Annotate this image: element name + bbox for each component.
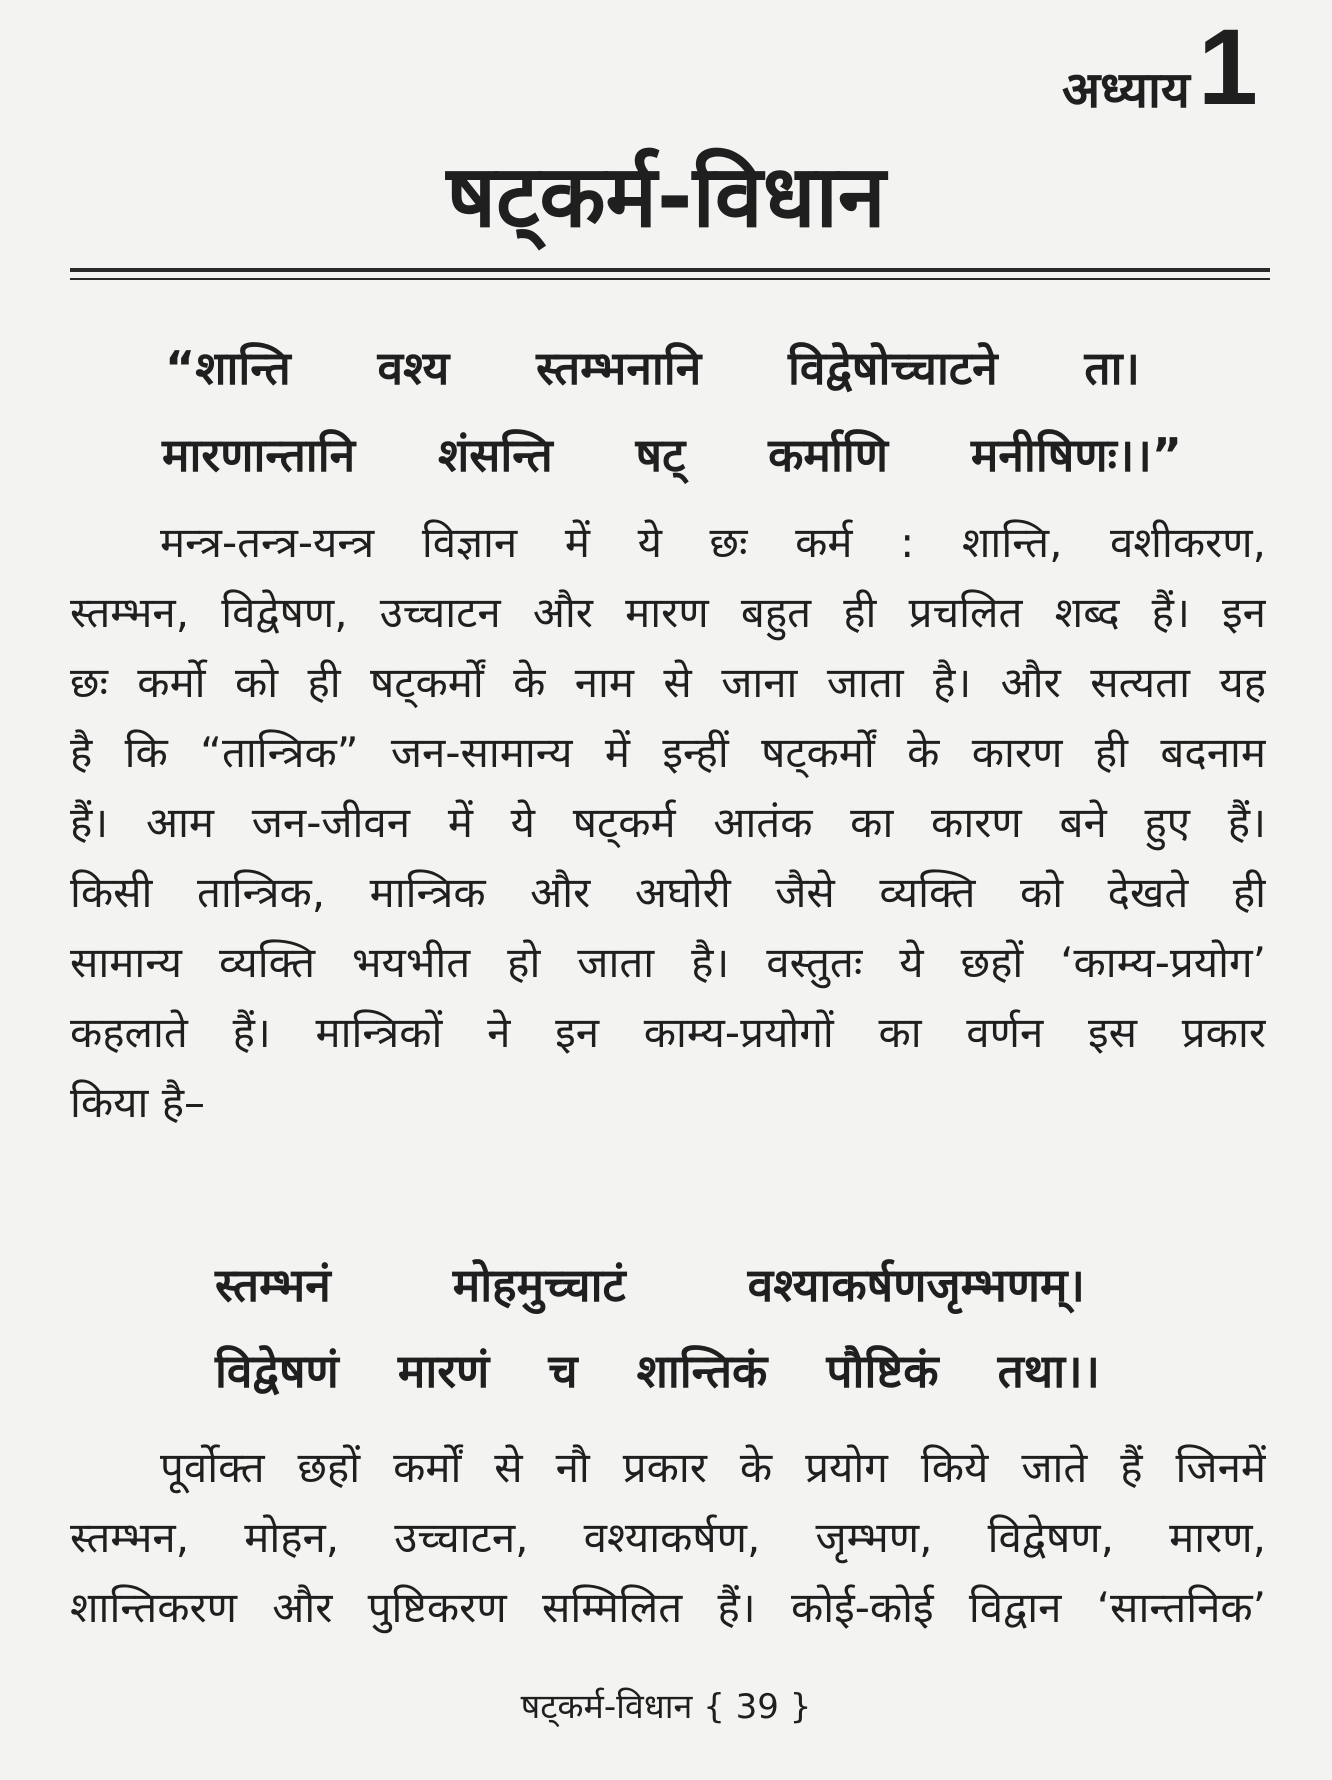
page-footer: षट्कर्म-विधान { 39 } <box>520 1687 812 1727</box>
paragraph-line: मन्त्र-तन्त्र-यन्त्र विज्ञान में ये छः कर्म : शान्ति, वशीकरण, <box>160 518 1266 567</box>
paragraph-line: शान्तिकरण और पुष्टिकरण सम्मिलित हैं। कोई-कोई विद्वान ‘सान्तनिक’ <box>70 1583 1266 1632</box>
verse-word: मनीषिणः।।” <box>970 428 1182 482</box>
chapter-number: 1 <box>1197 6 1258 127</box>
paragraph-line: स्तम्भन, विद्वेषण, उच्चाटन और मारण बहुत ही प्रचलित शब्द हैं। इन <box>70 588 1266 637</box>
verse-word: वश्य <box>377 341 450 395</box>
verse-word: मोहमुच्चाटं <box>452 1258 626 1312</box>
verse-word: कर्माणि <box>768 428 889 482</box>
verse-line <box>215 1258 1085 1312</box>
chapter-label: अध्याय <box>1061 61 1190 120</box>
verse-word: तथा।। <box>997 1344 1100 1398</box>
verse-word: मारणान्तानि <box>162 428 356 482</box>
title-rule-thin <box>70 278 1270 280</box>
paragraph-line: पूर्वोक्त छहों कर्मों से नौ प्रकार के प्रयोग किये जाते हैं जिनमें <box>160 1443 1266 1492</box>
paragraph-line: है कि “तान्त्रिक” जन-सामान्य में इन्हीं षट्कर्मों के कारण ही बदनाम <box>70 728 1266 777</box>
chapter-heading <box>1061 6 1258 127</box>
verse-word: स्तम्भनं <box>215 1258 331 1312</box>
verse-word: वश्याकर्षणजृम्भणम्। <box>747 1258 1085 1312</box>
paragraph-line: किया है– <box>70 1078 206 1127</box>
verse-word: स्तम्भनानि <box>536 341 702 395</box>
verse-line <box>162 428 1182 482</box>
verse-word: ता। <box>1084 341 1140 395</box>
verse-word: विद्वेषणं <box>215 1344 339 1398</box>
verse-word: षट् <box>635 428 686 482</box>
page-title: षट्कर्म-विधान <box>446 147 886 247</box>
verse-line <box>165 341 1140 395</box>
paragraph-line: किसी तान्त्रिक, मान्त्रिक और अघोरी जैसे व्यक्ति को देखते ही <box>70 868 1266 917</box>
verse-word: पौष्टिकं <box>826 1344 939 1398</box>
title-rule-thick <box>70 268 1270 272</box>
verse-word: विद्वेषोच्चाटने <box>787 341 998 395</box>
paragraph-line: स्तम्भन, मोहन, उच्चाटन, वश्याकर्षण, जृम्भण, विद्वेषण, मारण, <box>70 1513 1266 1562</box>
verse-word: च <box>548 1344 578 1398</box>
paragraph-line: हैं। आम जन-जीवन में ये षट्कर्म आतंक का कारण बने हुए हैं। <box>70 798 1266 847</box>
paragraph-line: सामान्य व्यक्ति भयभीत हो जाता है। वस्तुतः ये छहों ‘काम्य-प्रयोग’ <box>70 938 1266 987</box>
body-paragraph <box>70 1433 1266 1643</box>
verse-word: शान्तिकं <box>636 1344 768 1398</box>
verse-line <box>215 1344 1100 1398</box>
paragraph-line: छः कर्मो को ही षट्कर्मों के नाम से जाना जाता है। और सत्यता यह <box>70 658 1266 707</box>
paragraph-line: कहलाते हैं। मान्त्रिकों ने इन काम्य-प्रयोगों का वर्णन इस प्रकार <box>70 1008 1266 1057</box>
verse-word: मारणं <box>397 1344 490 1398</box>
verse-word: शंसन्ति <box>437 428 553 482</box>
verse-word: “शान्ति <box>165 341 291 395</box>
body-paragraph <box>70 508 1266 1138</box>
